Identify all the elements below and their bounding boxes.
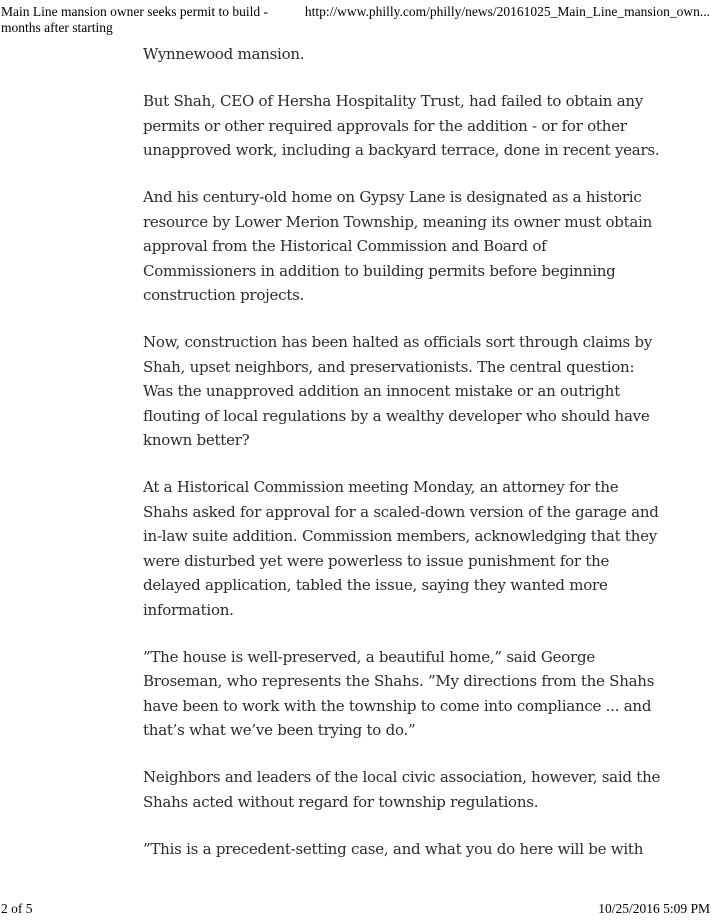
article-body	[143, 42, 688, 884]
text-line: And his century-old home on Gypsy Lane is designated as a historic	[143, 188, 642, 206]
text-line: information.	[143, 600, 234, 619]
paragraph	[143, 42, 688, 67]
text-line: ”The house is well-preserved, a beautiful home,” said George	[143, 647, 595, 666]
text-line: have been to work with the township to come into compliance ... and	[143, 696, 652, 715]
text-line: Now, construction has been halted as officials sort through claims by	[143, 333, 653, 351]
text-line: approval from the Historical Commission and Board of	[143, 237, 547, 255]
paragraph	[143, 645, 688, 743]
paragraph	[143, 475, 688, 622]
text-line: delayed application, tabled the issue, saying they wanted more	[143, 576, 608, 594]
text-line: Shahs asked for approval for a scaled-down version of the garage and	[143, 502, 659, 521]
text-line: construction projects.	[143, 286, 305, 304]
text-line: Shah, upset neighbors, and preservationists. The central question:	[143, 357, 635, 376]
text-line: unapproved work, including a backyard terrace, done in recent years.	[143, 141, 660, 159]
text-line: were disturbed yet were powerless to issue punishment for the	[143, 551, 610, 570]
document-url: http://www.philly.com/philly/news/20161025_Main_Line_mansion_own...	[304, 4, 710, 19]
paragraph	[143, 330, 688, 453]
text-line: Shahs acted without regard for township regulations.	[143, 792, 539, 811]
text-line: resource by Lower Merion Township, meaning its owner must obtain	[143, 212, 653, 231]
text-line: But Shah, CEO of Hersha Hospitality Trust, had failed to obtain any	[143, 92, 644, 110]
print-header	[1, 4, 710, 36]
text-line: ”This is a precedent-setting case, and what you do here will be with	[143, 839, 644, 858]
text-line: Commissioners in addition to building permits before beginning	[143, 261, 616, 280]
document-title: Main Line mansion owner seeks permit to build - months after starting	[1, 4, 268, 35]
paragraph	[143, 185, 688, 308]
print-footer	[1, 901, 710, 917]
print-timestamp: 10/25/2016 5:09 PM	[598, 901, 710, 916]
text-line: Wynnewood mansion.	[143, 45, 305, 63]
text-line: Broseman, who represents the Shahs. ”My directions from the Shahs	[143, 672, 655, 690]
text-line: in-law suite addition. Commission members, acknowledging that they	[143, 527, 657, 545]
page-indicator: 2 of 5	[1, 901, 33, 916]
text-line: that’s what we’ve been trying to do.”	[143, 721, 416, 739]
text-line: flouting of local regulations by a wealthy developer who should have	[143, 406, 650, 425]
paragraph	[143, 837, 688, 862]
paragraph	[143, 765, 688, 814]
text-line: Neighbors and leaders of the local civic association, however, said the	[143, 768, 661, 786]
text-line: At a Historical Commission meeting Monday, an attorney for the	[143, 478, 619, 496]
text-line: permits or other required approvals for the addition - or for other	[143, 116, 627, 135]
paragraph	[143, 89, 688, 163]
text-line: known better?	[143, 431, 250, 449]
text-line: Was the unapproved addition an innocent mistake or an outright	[143, 382, 620, 400]
